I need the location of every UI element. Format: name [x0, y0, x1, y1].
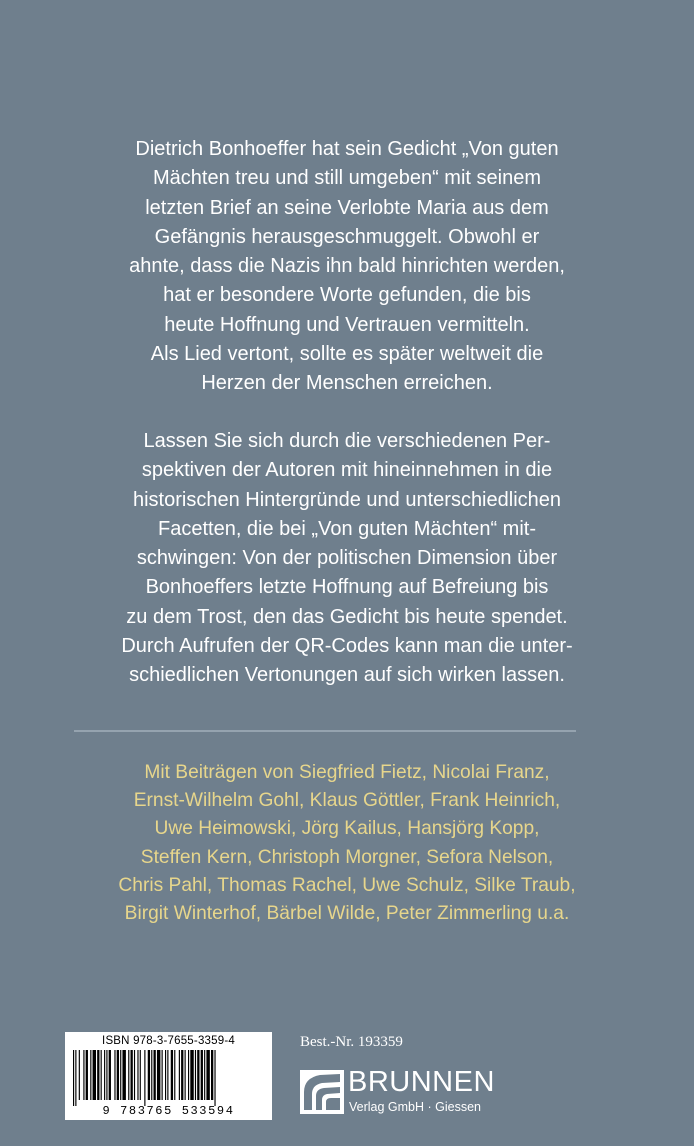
barcode-bar	[101, 1050, 102, 1100]
barcode-bar	[165, 1050, 166, 1100]
blurb-line: Mächten treu und still umgeben“ mit seinem	[153, 167, 541, 190]
barcode-bar	[190, 1050, 193, 1100]
contributors-line: Birgit Winterhof, Bärbel Wilde, Peter Zimmerling u.a.	[124, 903, 570, 925]
barcode-bar	[162, 1050, 163, 1100]
blurb-line: Lassen Sie sich durch die verschiedenen Per-	[143, 430, 551, 452]
blurb-line: zu dem Trost, den das Gedicht bis heute spendet.	[126, 605, 568, 628]
barcode-bar	[109, 1050, 111, 1100]
barcode-bar	[114, 1050, 115, 1100]
isbn-label: ISBN 978-3-7655-3359-4	[102, 1035, 235, 1047]
barcode-bar	[83, 1050, 84, 1100]
barcode-bar	[151, 1050, 152, 1100]
barcode-bar	[122, 1050, 125, 1100]
blurb-paragraph-1	[60, 135, 634, 399]
blurb-line: schiedlichen Vertonungen auf sich wirken lassen.	[129, 664, 565, 687]
barcode-bar	[93, 1050, 96, 1100]
blurb-line: Als Lied vertont, sollte es später weltweit die	[150, 343, 544, 366]
barcode-bar	[134, 1050, 135, 1100]
barcode-bar	[73, 1050, 74, 1106]
blurb-line: ahnte, dass die Nazis ihn bald hinrichten werden,	[129, 255, 565, 278]
blurb-line: heute Hoffnung und Vertrauen vermitteln.	[164, 313, 530, 336]
blurb-line: historischen Hintergründe und unterschiedlichen	[132, 488, 562, 511]
barcode-bar	[185, 1050, 186, 1100]
blurb-line: Dietrich Bonhoeffer hat sein Gedicht „Von guten	[135, 138, 559, 160]
barcode-bar	[211, 1050, 213, 1100]
barcode-bar	[106, 1050, 107, 1100]
barcode-bars	[71, 1050, 266, 1106]
barcode-bar	[79, 1050, 80, 1100]
barcode-bar	[174, 1050, 175, 1100]
barcode-bar	[167, 1050, 168, 1100]
barcode-bar	[137, 1050, 138, 1100]
barcode-bar	[97, 1050, 99, 1100]
barcode-bar	[197, 1050, 199, 1100]
publisher-subline: Verlag GmbH · Giessen	[349, 1100, 481, 1114]
barcode-bar	[120, 1050, 121, 1100]
contributors-line: Mit Beiträgen von Siegfried Fietz, Nicolai Franz,	[144, 762, 550, 783]
contributors-line: Chris Pahl, Thomas Rachel, Uwe Schulz, Silke Traub,	[118, 874, 576, 896]
barcode-bar	[148, 1050, 150, 1100]
blurb-line: letzten Brief an seine Verlobte Maria aus dem	[145, 196, 549, 219]
blurb-line: Facetten, die bei „Von guten Mächten“ mit-	[158, 517, 536, 540]
contributors-line: Uwe Heimowski, Jörg Kailus, Hansjörg Kopp,	[154, 818, 540, 840]
barcode-bar	[75, 1050, 76, 1106]
isbn-barcode	[65, 1032, 272, 1120]
order-number: Best.-Nr. 193359	[300, 1034, 403, 1050]
blurb-paragraph-2	[60, 427, 634, 691]
barcode-bar	[117, 1050, 119, 1100]
blurb-line: Durch Aufrufen der QR-Codes kann man die unter-	[121, 635, 573, 658]
barcode-bar	[181, 1050, 183, 1100]
barcode-bar	[157, 1050, 160, 1100]
section-divider	[74, 730, 576, 732]
ean-digits: 9 783765 533594	[102, 1104, 235, 1118]
barcode-bar	[206, 1050, 209, 1100]
barcode-bar	[154, 1050, 156, 1100]
publisher-name: BRUNNEN	[348, 1066, 495, 1098]
blurb-line: Bonhoeffers letzte Hoffnung auf Befreiung bis	[145, 576, 549, 599]
barcode-bar	[104, 1050, 105, 1100]
contributors-list	[50, 759, 644, 928]
barcode-bar	[195, 1050, 196, 1100]
barcode-bar	[144, 1050, 145, 1106]
barcode-bar	[140, 1050, 141, 1100]
barcode-bar	[90, 1050, 91, 1100]
brunnen-fountain-icon	[300, 1070, 344, 1114]
barcode-bar	[171, 1050, 173, 1100]
barcode-bar	[86, 1050, 88, 1100]
blurb-line: Herzen der Menschen erreichen.	[201, 372, 493, 395]
blurb-line: spektiven der Autoren mit hineinnehmen in die	[141, 459, 553, 482]
barcode-bar	[188, 1050, 189, 1100]
barcode-bar	[128, 1050, 129, 1100]
blurb-line: hat er besondere Worte gefunden, die bis	[163, 284, 531, 307]
blurb-line: schwingen: Von der politischen Dimension über	[136, 547, 558, 570]
barcode-bar	[204, 1050, 205, 1100]
contributors-line: Ernst-Wilhelm Gohl, Klaus Göttler, Frank Heinrich,	[133, 790, 561, 812]
blurb-line: Gefängnis herausgeschmuggelt. Obwohl er	[154, 225, 540, 248]
publisher-logo	[300, 1068, 530, 1120]
barcode-bar	[179, 1050, 180, 1100]
contributors-line: Steffen Kern, Christoph Morgner, Sefora Nelson,	[140, 846, 554, 868]
barcode-bar	[201, 1050, 203, 1100]
barcode-bar	[131, 1050, 133, 1100]
barcode-bar	[214, 1050, 215, 1106]
